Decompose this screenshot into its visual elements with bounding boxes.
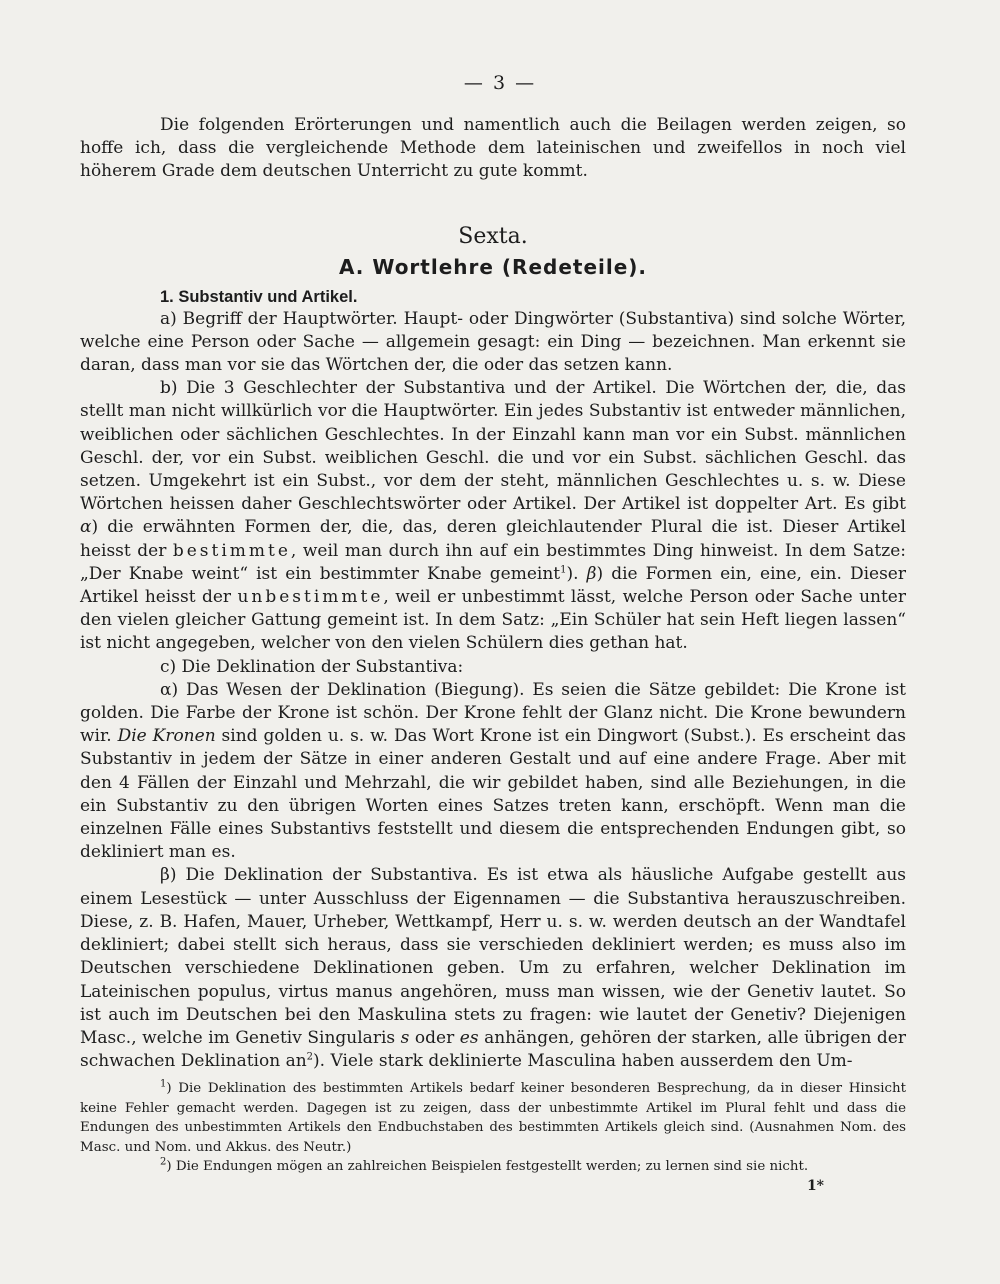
greek-alpha: α [80,517,92,538]
subsection-heading: 1. Substantiv und Artikel. [160,287,358,306]
signature-mark: 1* [806,1177,824,1194]
text-run: ) die Formen ein, eine, ein. Dieser Artikel heisst der [80,563,906,608]
footnote-ref-1: 1 [560,564,567,576]
italic-term: Die Kronen [117,726,216,747]
intro-paragraph: Die folgenden Erörterungen und namentlich auch die Beilagen werden zeigen, so hoffe ich, dass die vergleichende Methode dem lateinischen und zweifellos in noch viel höherem Grade dem deutschen Unterricht zu gute kommt. [80,115,906,182]
text-run: ) die erwähnten Formen der, die, das, deren gleichlautender Plural die ist. Dieser Artikel heisst der [80,517,906,561]
text-run: α) Das Wesen der Deklination (Biegung). Es seien die Sätze gebildet: Die Krone ist golden. Die Farbe der Krone ist schön. Der Krone fehlt der Glanz nicht. Die Krone bewundern wir. [80,679,906,747]
page-body [80,114,906,1195]
text-run: oder [409,1027,460,1048]
paragraph-c: c) Die Deklination der Substantiva: [160,656,464,677]
paragraph-a: a) Begriff der Hauptwörter. Haupt- oder Dingwörter (Substantiva) sind solche Wörter, welche eine Person oder Sache — allgemein gesagt: ein Ding — bezeichnen. Man erkennt sie daran, dass man vor sie das Wörtchen der, die oder das setzen kann. [80,308,906,376]
footnote-2 [80,1157,906,1177]
footnote-text: ) Die Endungen mögen an zahlreichen Beispielen festgestellt werden; zu lernen sind sie nicht. [166,1159,809,1175]
text-run: β) Die Deklination der Substantiva. Es ist etwa als häusliche Aufgabe gestellt aus einem Lesestück — unter Ausschluss der Eigennamen — die Substantiva herauszuschreiben. Diese, z. B. Hafen, Mauer, Urheber, Wettkampf, Herr u. s. w. werden deutsch an der Wandtafel dekliniert; dabei stellt sich heraus, dass sie verschieden dekliniert werden; es muss also im Deutschen verschiedene Deklinationen geben. Um zu erfahren, welcher Deklination im Lateinischen populus, virtus manus angehören, muss man wissen, wie der Genetiv lautet. So ist auch im Deutschen bei den Maskulina stets zu fragen: wie lautet der Genetiv? Diejenigen Masc., welche im Genetiv Singularis [80,865,906,1048]
footnote-text: ) Die Deklination des bestimmten Artikels bedarf keiner besonderen Besprechung, da in dieser Hinsicht keine Fehler gemacht werden. Dagegen ist zu zeigen, dass der unbestimmte Artikel im Plural fehlt und dass die Endungen des unbestimmten Artikels den Endbuchstaben des bestimmten Artikels gleich sind. (Ausnahmen Nom. des Masc. und Nom. und Akkus. des Neutr.) [80,1081,906,1155]
footnote-mark-2: 2 [160,1156,167,1168]
italic-term: es [459,1027,479,1048]
text-run: anhängen, gehören der starken, alle übrigen der schwachen Deklination an [80,1027,906,1072]
footnote-mark-1: 1 [160,1078,167,1090]
paragraph-b [80,377,906,655]
paragraph-c-beta [80,864,906,1073]
section-title: Sexta. [458,223,528,249]
italic-term: s [400,1027,410,1048]
paragraph-c-alpha [80,679,906,865]
text-run: b) Die 3 Geschlechter der Substantiva und der Artikel. Die Wörtchen der, die, das stellt man nicht willkürlich vor die Hauptwörter. Ein jedes Substantiv ist entweder männlichen, weiblichen oder sächlichen Geschlechtes. In der Einzahl kann man vor ein Subst. männlichen Geschl. der, vor ein Subst. weiblichen Geschl. die und vor ein Subst. sächlichen Geschl. das setzen. Umgekehrt ist ein Subst., vor dem der steht, männlichen Geschlechtes u. s. w. Diese Wörtchen heissen daher Geschlechtswörter oder Artikel. Der Artikel ist doppelter Art. Es gibt [80,378,906,515]
text-run: , weil er unbestimmt lässt, welche Person oder Sache unter den vielen gleicher Gattung gemeint ist. In dem Satz: „Ein Schüler hat sein Heft liegen lassen“ ist nicht angegeben, welcher von den vielen Schülern dies gethan hat. [80,587,906,654]
text-run: , weil man durch ihn auf ein bestimmtes Ding hinweist. In dem Satze: „Der Knabe weint“ ist ein bestimmter Knabe gemeint [80,540,906,584]
text-run: ). Viele stark deklinierte Masculina haben ausserdem den Um- [313,1051,853,1072]
page-number: — 3 — [463,72,537,94]
chapter-heading: A. Wortlehre (Redeteile). [338,254,648,279]
text-run: ). [566,563,587,584]
footnotes [80,1079,906,1195]
greek-beta: β [586,563,597,584]
spaced-term: unbestimmte [237,587,384,608]
footnote-1 [80,1079,906,1157]
text-run: sind golden u. s. w. Das Wort Krone ist ein Dingwort (Subst.). Es erscheint das Substantiv in jedem der Sätze in einer anderen Gestalt und auf eine andere Frage. Aber mit den 4 Fällen der Einzahl und Mehrzahl, die wir gebildet haben, sind alle Beziehungen, in die ein Substantiv zu den übrigen Worten eines Satzes treten kann, erschöpft. Wenn man die einzelnen Fälle eines Substantivs feststellt und diesem die entsprechenden Endungen gibt, so dekliniert man es. [80,726,906,863]
spaced-term: bestimmte [172,540,291,561]
footnote-ref-2: 2 [306,1051,314,1063]
